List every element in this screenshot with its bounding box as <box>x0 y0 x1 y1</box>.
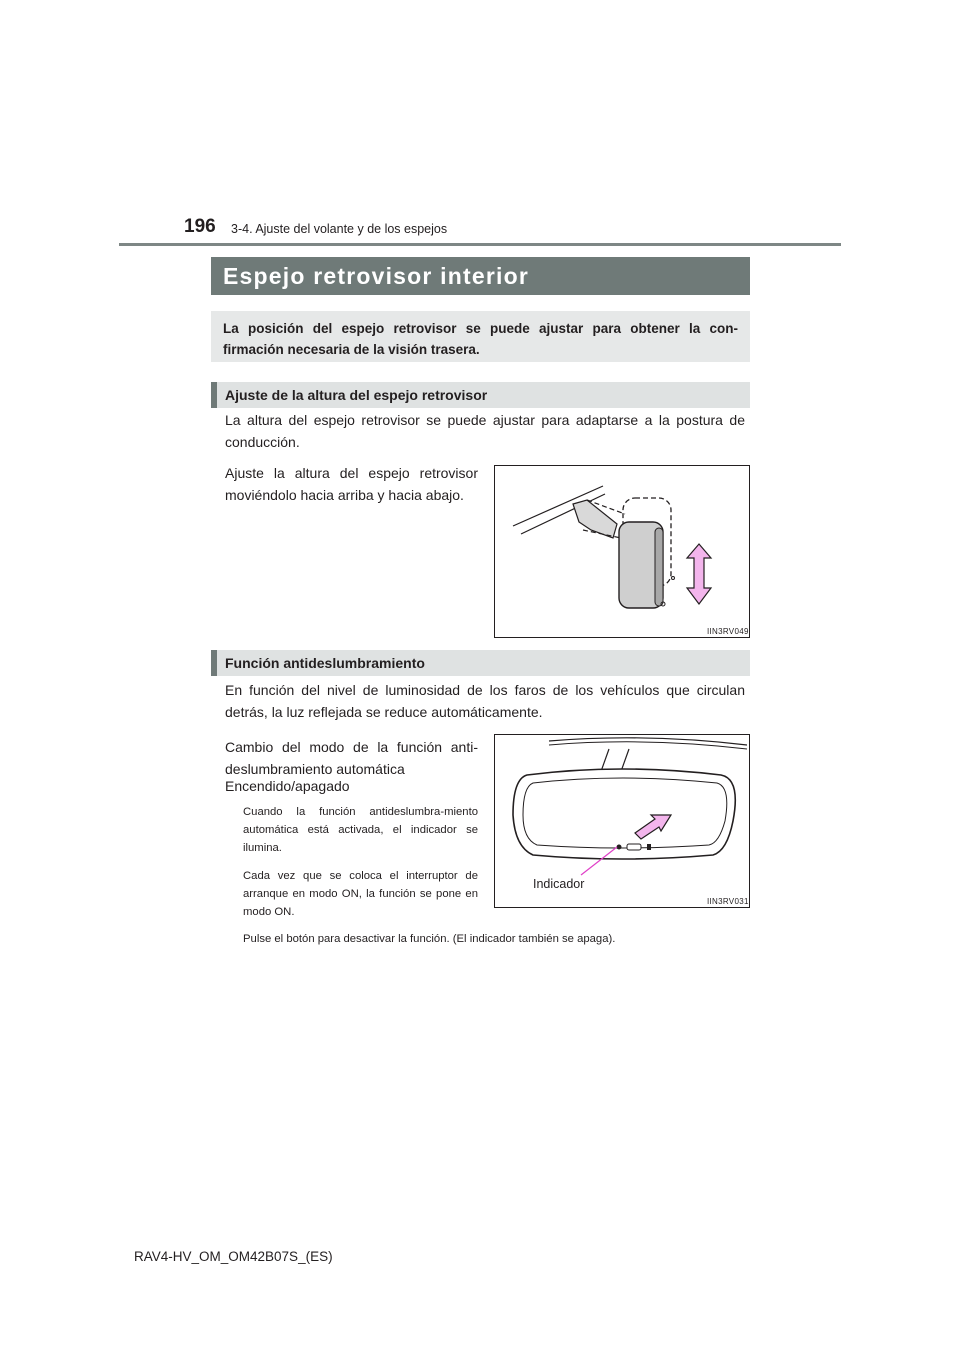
indicator-label: Indicador <box>533 877 585 891</box>
up-down-arrow-icon <box>687 544 711 604</box>
height-paragraph-2: Ajuste la altura del espejo retrovisor moviéndolo hacia arriba y hacia abajo. <box>225 465 478 503</box>
figure-code: IIN3RV031 <box>707 897 749 906</box>
footer-document-id: RAV4-HV_OM_OM42B07S_(ES) <box>134 1249 333 1264</box>
page-number: 196 <box>184 216 216 237</box>
figure-mirror-height <box>494 465 750 638</box>
mirror-height-illustration <box>495 466 749 637</box>
antiglare-paragraph-2: Cambio del modo de la función anti-deslumbramiento automática <box>225 739 478 777</box>
antiglare-note-3: Pulse el botón para desactivar la función. (El indicador también se apaga). <box>243 933 616 945</box>
intro-box: La posición del espejo retrovisor se puede ajustar para obtener la con-firmación necesaria de la visión trasera. <box>211 311 750 362</box>
page-title-text: Espejo retrovisor interior <box>223 262 529 289</box>
antiglare-note-1: Cuando la función antideslumbra-miento automática está activada, el indicador se ilumina. <box>243 806 478 854</box>
figure-antiglare-mirror <box>494 734 750 908</box>
header-divider <box>119 243 841 246</box>
heading-antiglare: Función antideslumbramiento <box>211 650 750 676</box>
figure-code: IIN3RV049 <box>707 627 749 636</box>
page-title <box>211 257 750 295</box>
heading-height-adjust: Ajuste de la altura del espejo retrovisor <box>211 382 750 408</box>
section-breadcrumb: 3-4. Ajuste del volante y de los espejos <box>231 222 448 236</box>
antiglare-paragraph-1: En función del nivel de luminosidad de los faros de los vehículos que circulan detrás, la luz reflejada se reduce automáticamente. <box>225 682 745 720</box>
antiglare-note-2: Cada vez que se coloca el interruptor de arranque en modo ON, la función se pone en modo ON. <box>243 870 478 918</box>
antiglare-paragraph-3: Encendido/apagado <box>225 778 350 794</box>
height-paragraph-1: La altura del espejo retrovisor se puede ajustar para adaptarse a la postura de conducción. <box>225 412 745 450</box>
